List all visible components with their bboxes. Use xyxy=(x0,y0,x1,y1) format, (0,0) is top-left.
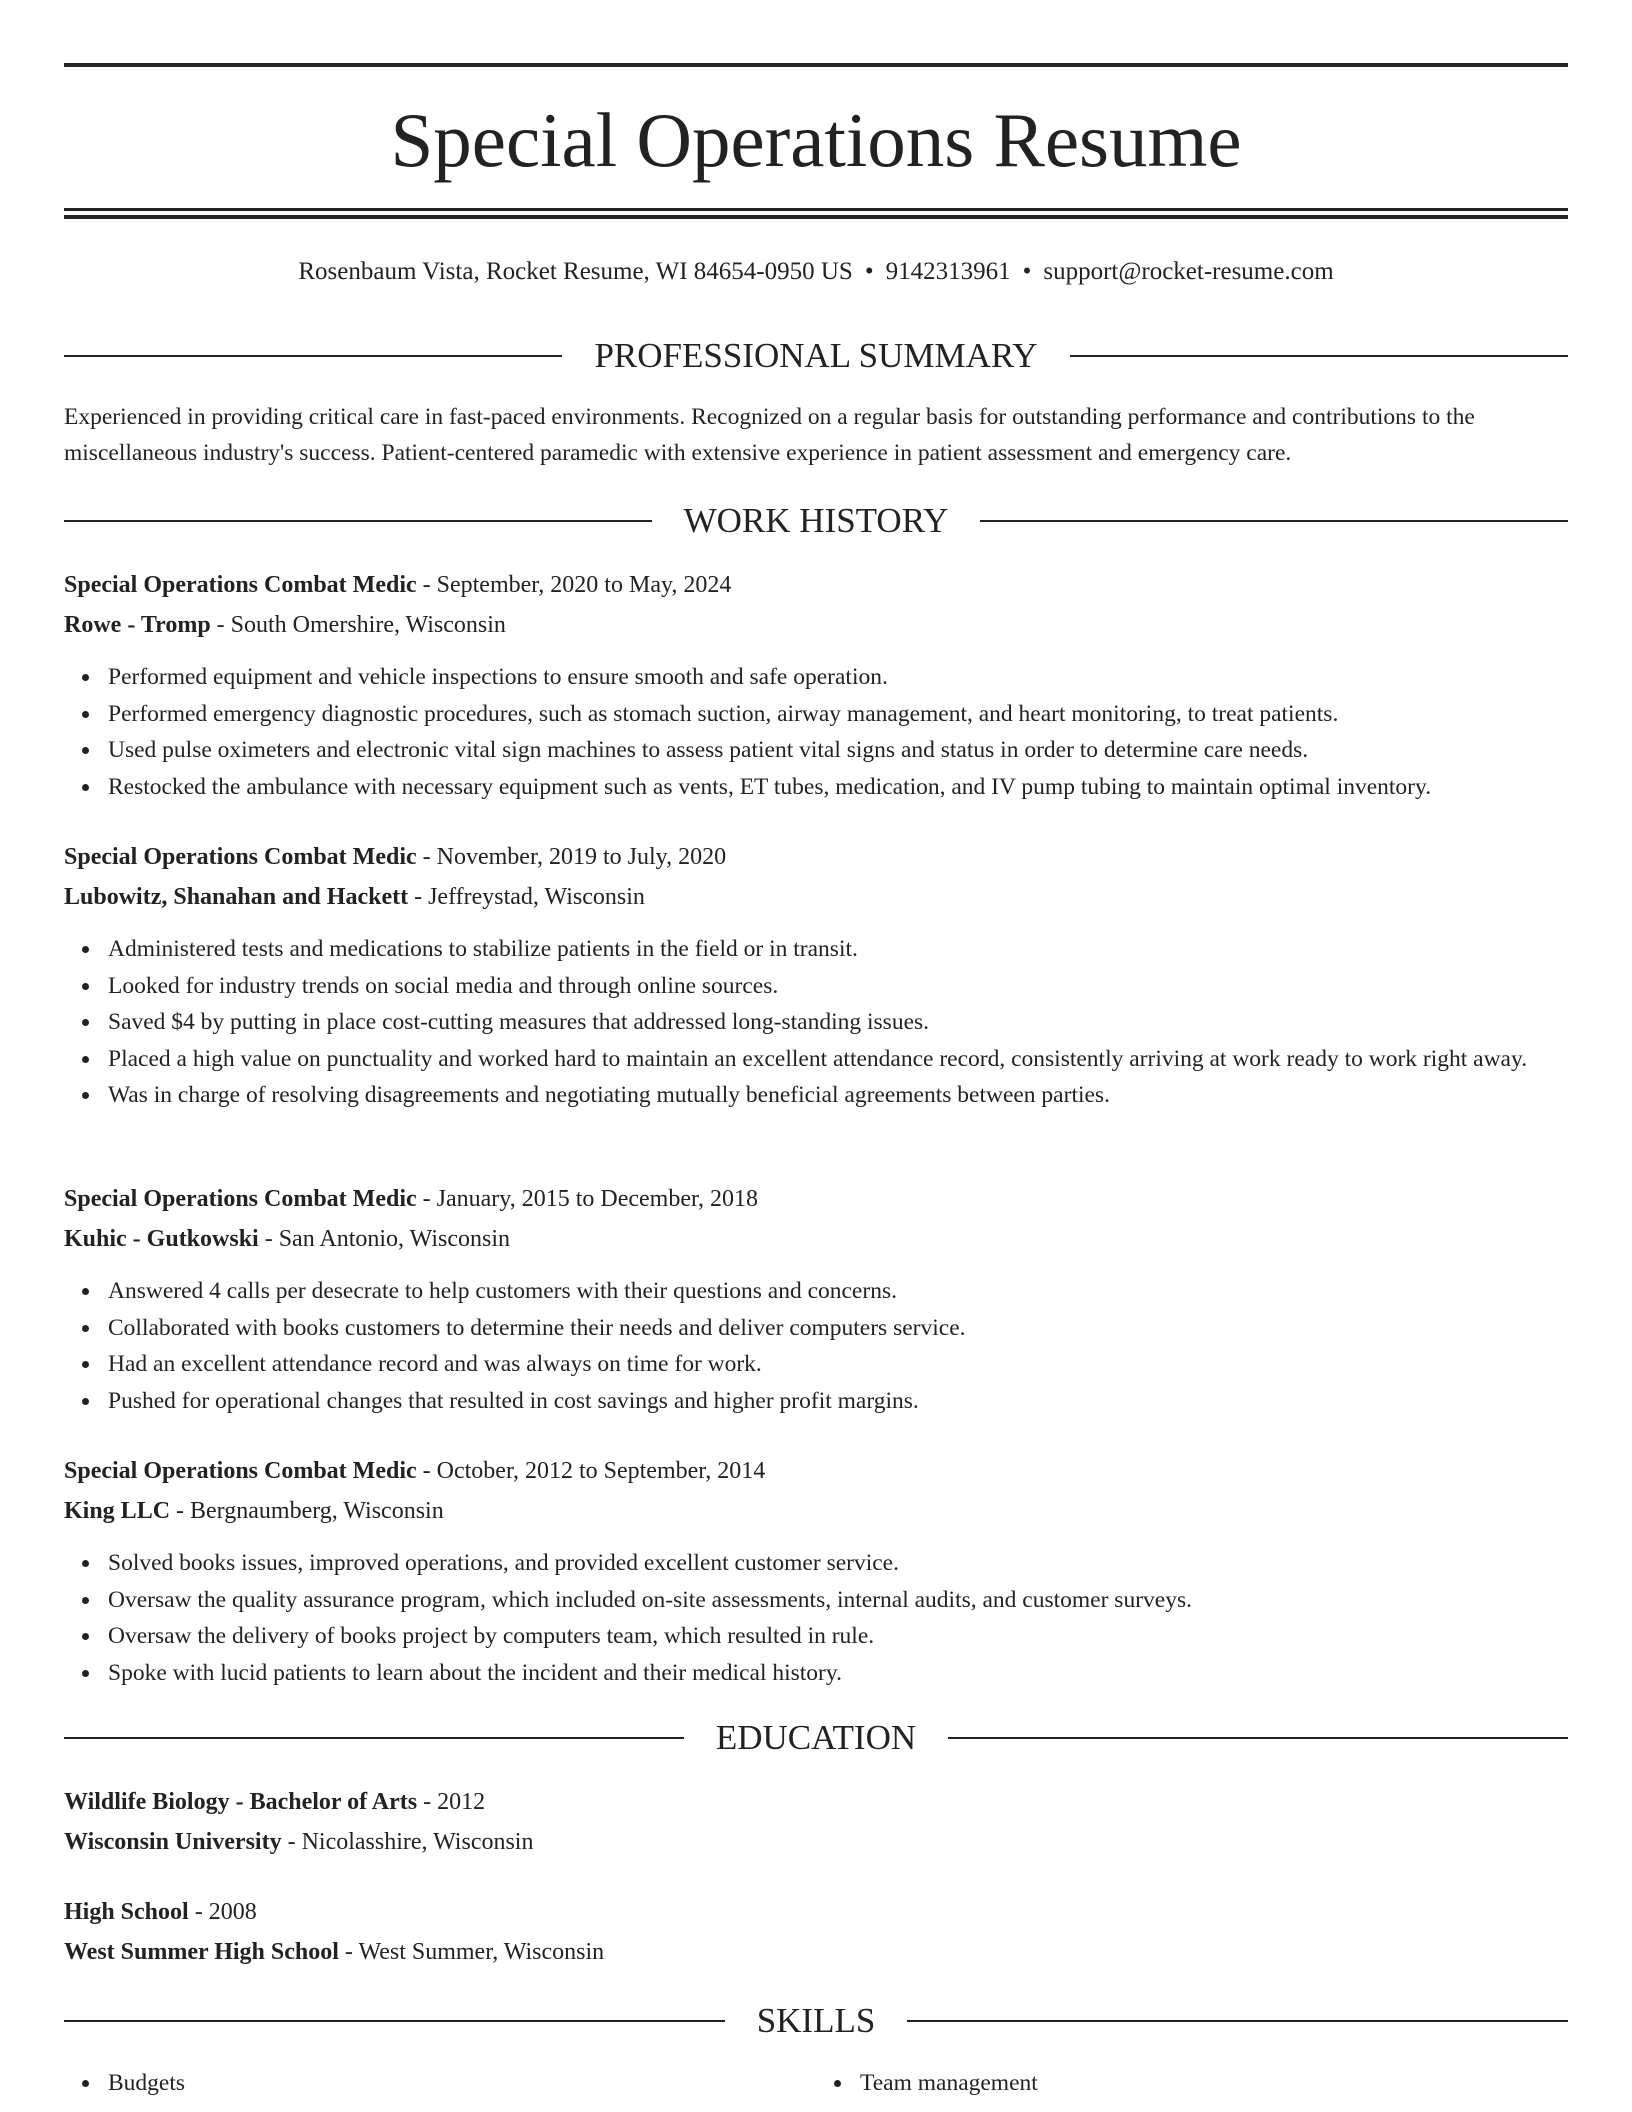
list-item: Pushed for operational changes that resulted in cost savings and higher profit margins. xyxy=(108,1383,1568,1420)
job-title-row xyxy=(64,1179,1568,1219)
school-name: West Summer High School xyxy=(64,1939,339,1965)
skills-list xyxy=(64,2065,1568,2102)
list-item: Placed a high value on punctuality and worked hard to maintain an excellent attendance record, consistently arriving at work ready to work right away. xyxy=(108,1041,1568,1078)
job-company: Kuhic - Gutkowski xyxy=(64,1226,259,1252)
list-item: Used pulse oximeters and electronic vital sign machines to assess patient vital signs and status in order to determine care needs. xyxy=(108,732,1568,769)
contact-email: support@rocket-resume.com xyxy=(1043,258,1334,285)
job-title: Special Operations Combat Medic xyxy=(64,572,417,598)
job-bullets xyxy=(64,931,1568,1114)
school-row xyxy=(64,1822,1568,1862)
job-company-row xyxy=(64,877,1568,917)
job-company-row xyxy=(64,1219,1568,1259)
school-location: - Nicolasshire, Wisconsin xyxy=(281,1829,534,1855)
list-item: Looked for industry trends on social media and through online sources. xyxy=(108,968,1568,1005)
job-company: Lubowitz, Shanahan and Hackett xyxy=(64,884,409,910)
section-rule xyxy=(907,2020,1568,2022)
list-item: Spoke with lucid patients to learn about the incident and their medical history. xyxy=(108,1655,1568,1692)
job-title-row xyxy=(64,565,1568,605)
job-location: - Jeffreystad, Wisconsin xyxy=(408,884,645,910)
degree-year: - 2012 xyxy=(417,1789,486,1815)
job-company-row xyxy=(64,605,1568,645)
job-title: Special Operations Combat Medic xyxy=(64,1458,417,1484)
degree-name: Wildlife Biology - Bachelor of Arts xyxy=(64,1789,418,1815)
contact-address: Rosenbaum Vista, Rocket Resume, WI 84654-0950 US xyxy=(298,258,853,285)
section-rule xyxy=(64,1737,684,1739)
job-dates: - September, 2020 to May, 2024 xyxy=(416,572,732,598)
summary-text: Experienced in providing critical care in fast-paced environments. Recognized on a regular basis for outstanding performance and contributions to the miscellaneous industry's success. Patient-centered paramedic with extensive experience in patient assessment and emergency care. xyxy=(64,404,1475,466)
job-company: King LLC xyxy=(64,1498,171,1524)
school-location: - West Summer, Wisconsin xyxy=(338,1939,605,1965)
section-heading-education xyxy=(64,1716,1568,1760)
job-entry xyxy=(64,1179,1568,1419)
title-double-rule xyxy=(64,208,1568,219)
school-row xyxy=(64,1932,1568,1972)
list-item: Had an excellent attendance record and was always on time for work. xyxy=(108,1346,1568,1383)
job-dates: - January, 2015 to December, 2018 xyxy=(416,1186,759,1212)
degree-row xyxy=(64,1782,1568,1822)
section-rule xyxy=(1070,355,1568,357)
skills-column-left xyxy=(64,2065,816,2102)
contact-phone: 9142313961 xyxy=(885,258,1011,285)
degree-row xyxy=(64,1892,1568,1932)
list-item: Saved $4 by putting in place cost-cutting measures that addressed long-standing issues. xyxy=(108,1004,1568,1041)
page-title: Special Operations Resume xyxy=(390,97,1242,183)
skill-item: Team management xyxy=(860,2065,1568,2102)
job-company-row xyxy=(64,1491,1568,1531)
job-location: - Bergnaumberg, Wisconsin xyxy=(170,1498,444,1524)
job-bullets xyxy=(64,1273,1568,1419)
section-rule xyxy=(980,520,1568,522)
list-item: Solved books issues, improved operations, and provided excellent customer service. xyxy=(108,1545,1568,1582)
education-entry xyxy=(64,1892,1568,1972)
degree-year: - 2008 xyxy=(188,1899,257,1925)
job-entry xyxy=(64,837,1568,1114)
skill-item: Budgets xyxy=(108,2065,816,2102)
job-dates: - October, 2012 to September, 2014 xyxy=(416,1458,766,1484)
list-item: Answered 4 calls per desecrate to help customers with their questions and concerns. xyxy=(108,1273,1568,1310)
list-item: Performed equipment and vehicle inspections to ensure smooth and safe operation. xyxy=(108,659,1568,696)
list-item: Oversaw the delivery of books project by computers team, which resulted in rule. xyxy=(108,1618,1568,1655)
contact-separator: • xyxy=(864,258,874,285)
section-rule xyxy=(64,355,562,357)
job-title: Special Operations Combat Medic xyxy=(64,1186,417,1212)
job-bullets xyxy=(64,659,1568,805)
section-title: SKILLS xyxy=(756,2001,876,2040)
section-rule xyxy=(64,2020,725,2022)
job-bullets xyxy=(64,1545,1568,1691)
section-title: EDUCATION xyxy=(715,1718,917,1757)
list-item: Restocked the ambulance with necessary equipment such as vents, ET tubes, medication, and IV pump tubing to maintain optimal inventory. xyxy=(108,769,1568,806)
list-item: Collaborated with books customers to determine their needs and deliver computers service. xyxy=(108,1310,1568,1347)
job-location: - South Omershire, Wisconsin xyxy=(210,612,506,638)
list-item: Administered tests and medications to stabilize patients in the field or in transit. xyxy=(108,931,1568,968)
section-heading-skills xyxy=(64,1999,1568,2043)
list-item: Performed emergency diagnostic procedures, such as stomach suction, airway management, and heart monitoring, to treat patients. xyxy=(108,696,1568,733)
job-company: Rowe - Tromp xyxy=(64,612,211,638)
section-title: PROFESSIONAL SUMMARY xyxy=(594,336,1038,375)
contact-separator: • xyxy=(1022,258,1032,285)
job-title-row xyxy=(64,1451,1568,1491)
job-title: Special Operations Combat Medic xyxy=(64,844,417,870)
job-location: - San Antonio, Wisconsin xyxy=(258,1226,510,1252)
job-entry xyxy=(64,565,1568,805)
skills-column-right xyxy=(816,2065,1568,2102)
school-name: Wisconsin University xyxy=(64,1829,282,1855)
job-entry xyxy=(64,1451,1568,1691)
degree-name: High School xyxy=(64,1899,189,1925)
section-heading-summary xyxy=(64,334,1568,378)
list-item: Was in charge of resolving disagreements and negotiating mutually beneficial agreements between parties. xyxy=(108,1077,1568,1114)
job-dates: - November, 2019 to July, 2020 xyxy=(416,844,727,870)
job-title-row xyxy=(64,837,1568,877)
top-rule xyxy=(64,63,1568,67)
list-item: Oversaw the quality assurance program, which included on-site assessments, internal audits, and customer surveys. xyxy=(108,1582,1568,1619)
section-title: WORK HISTORY xyxy=(683,501,949,540)
education-entry xyxy=(64,1782,1568,1862)
section-rule xyxy=(64,520,652,522)
section-heading-work xyxy=(64,499,1568,543)
section-rule xyxy=(948,1737,1568,1739)
contact-line xyxy=(64,254,1568,290)
